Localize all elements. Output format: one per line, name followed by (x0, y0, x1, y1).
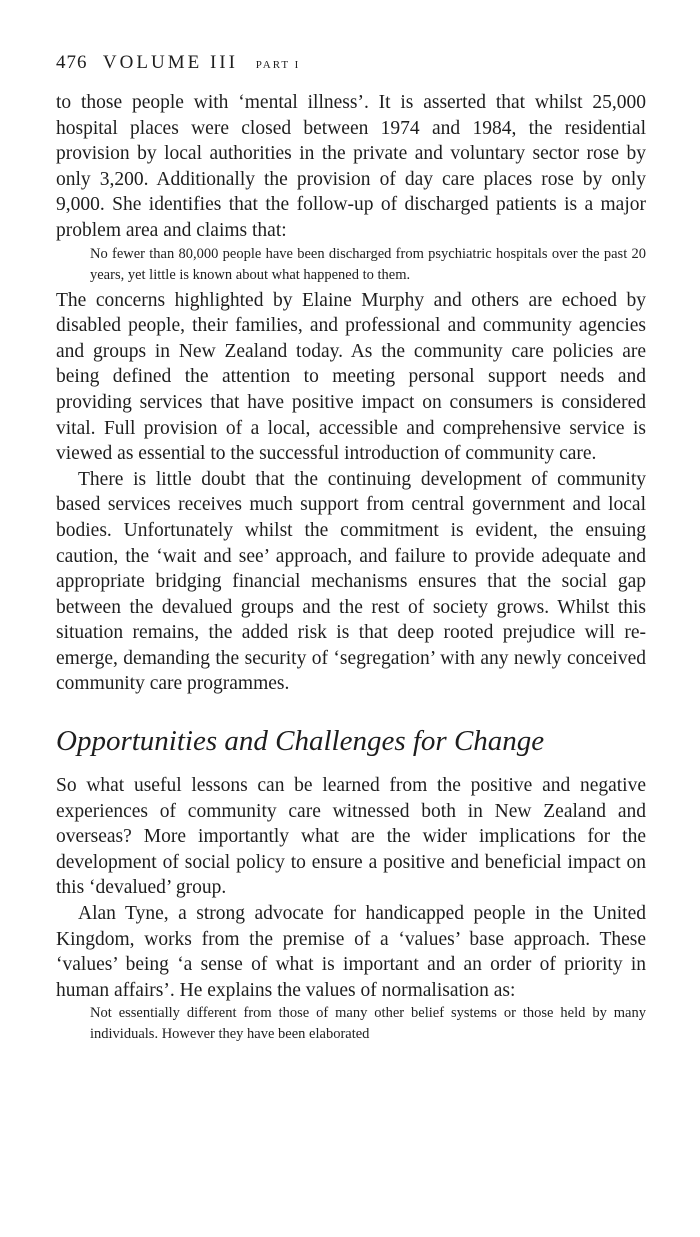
part-label: PART I (255, 59, 301, 71)
paragraph-3: There is little doubt that the continuing development of community based services receives much support from central government and local bodies. Unfortunately whilst the commitment is evident, the ensuing caution, the ‘wait and see’ approach, and failure to provide adequate and appropriate bridging financial mechanisms ensures that the social gap between the devalued groups and the rest of society grows. Whilst this situation remains, the added risk is that deep rooted prejudice will re-emerge, demanding the security of ‘segregation’ with any newly conceived community care programmes. (56, 468, 646, 695)
volume-label: VOLUME III (102, 52, 238, 73)
paragraph-4: So what useful lessons can be learned from the positive and negative experiences of community care witnessed both in New Zealand and overseas? More importantly what are the wider implications for the development of social policy to ensure a positive and beneficial impact on this ‘devalued’ group. (56, 775, 646, 899)
block-quote-2: Not essentially different from those of many other belief systems or those held by many individuals. However they have been elaborated (90, 1005, 646, 1043)
paragraph-1: to those people with ‘mental illness’. It is asserted that whilst 25,000 hospital places were closed between 1974 and 1984, the residential provision by local authorities in the private and voluntary sector rose by only 3,200. Additionally the provision of day care places rose by only 9,000. She identifies that the follow-up of discharged patients is a major problem area and claims that: (56, 92, 646, 241)
section-heading: Opportunities and Challenges for Change (56, 725, 545, 758)
book-page (56, 50, 646, 1047)
running-head (56, 50, 646, 78)
paragraph-2: The concerns highlighted by Elaine Murphy and others are echoed by disabled people, their families, and professional and community agencies and groups in New Zealand today. As the community care policies are being defined the attention to meeting personal support needs and providing services that have positive impact on consumers is considered vital. Full provision of a local, accessible and comprehensive service is viewed as essential to the successful introduction of community care. (56, 289, 646, 465)
block-quote-1: No fewer than 80,000 people have been discharged from psychiatric hospitals over the past 20 years, yet little is known about what happened to them. (90, 245, 646, 283)
paragraph-5: Alan Tyne, a strong advocate for handicapped people in the United Kingdom, works from the premise of a ‘values’ base approach. These ‘values’ being ‘a sense of what is important and an order of priority in human affairs’. He explains the values of normalisation as: (56, 903, 646, 1001)
page-number: 476 (56, 52, 88, 73)
